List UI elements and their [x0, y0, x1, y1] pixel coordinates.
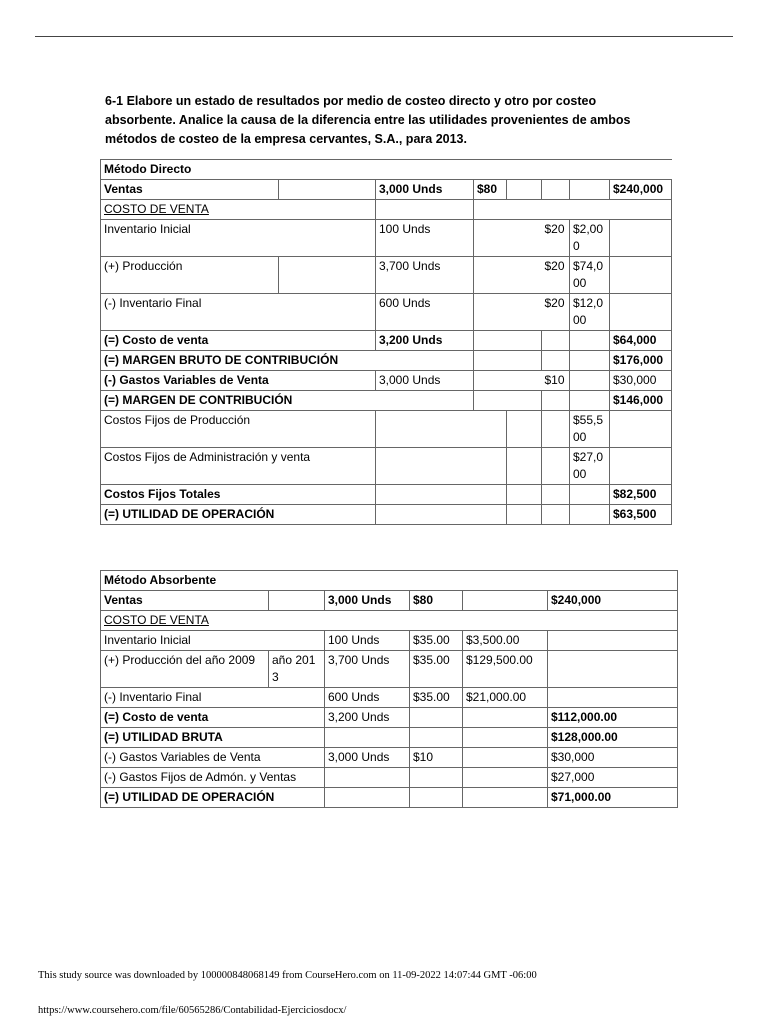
- inv-inicial-units: 100 Unds: [325, 631, 410, 651]
- fijos-prod-label: Costos Fijos de Producción: [101, 411, 376, 448]
- produccion-price: $20: [542, 257, 570, 294]
- produccion-label: (+) Producción del año 2009: [101, 651, 269, 688]
- inv-inicial-amount: $3,500.00: [463, 631, 548, 651]
- inv-inicial-price: $35.00: [410, 631, 463, 651]
- gastos-var-label: (-) Gastos Variables de Venta: [101, 371, 376, 391]
- inv-final-price: $20: [542, 294, 570, 331]
- gastos-var-total: $30,000: [610, 371, 672, 391]
- produccion-row: [101, 651, 678, 688]
- top-rule: [35, 36, 733, 37]
- utilidad-bruta-total: $128,000.00: [548, 728, 678, 748]
- inv-final-amount: $21,000.00: [463, 688, 548, 708]
- gastos-fijos-total: $27,000: [548, 768, 678, 788]
- inv-inicial-row: [101, 631, 678, 651]
- costo-header-row: [101, 200, 672, 220]
- ventas-units: 3,000 Unds: [325, 591, 410, 611]
- direct-method-table: [100, 159, 672, 525]
- table-title-row: [101, 160, 672, 180]
- inv-inicial-label: Inventario Inicial: [101, 220, 376, 257]
- ventas-row: [101, 591, 678, 611]
- produccion-amount: $74,000: [570, 257, 610, 294]
- absorption-method-table: [100, 570, 678, 808]
- inv-final-amount: $12,000: [570, 294, 610, 331]
- utilidad-total: $71,000.00: [548, 788, 678, 808]
- margen-contrib-row: [101, 391, 672, 411]
- direct-title: Método Directo: [101, 160, 672, 180]
- inv-final-row: [101, 294, 672, 331]
- gastos-var-units: 3,000 Unds: [325, 748, 410, 768]
- inv-final-label: (-) Inventario Final: [101, 294, 376, 331]
- fijos-admin-amount: $27,000: [570, 448, 610, 485]
- inv-final-price: $35.00: [410, 688, 463, 708]
- exercise-number: 6-1: [105, 94, 124, 108]
- utilidad-row: [101, 788, 678, 808]
- fijos-prod-row: [101, 411, 672, 448]
- fijos-admin-label: Costos Fijos de Administración y venta: [101, 448, 376, 485]
- ventas-total: $240,000: [548, 591, 678, 611]
- margen-contrib-label: (=) MARGEN DE CONTRIBUCIÓN: [101, 391, 474, 411]
- produccion-units: 3,700 Unds: [376, 257, 474, 294]
- costo-venta-units: 3,200 Unds: [376, 331, 474, 351]
- margen-bruto-row: [101, 351, 672, 371]
- ventas-label: Ventas: [101, 591, 269, 611]
- costo-venta-label: (=) Costo de venta: [101, 331, 376, 351]
- produccion-amount: $129,500.00: [463, 651, 548, 688]
- inv-inicial-row: [101, 220, 672, 257]
- fijos-totales-total: $82,500: [610, 485, 672, 505]
- table-title-row: [101, 571, 678, 591]
- utilidad-total: $63,500: [610, 505, 672, 525]
- source-url-link[interactable]: https://www.coursehero.com/file/60565286/Contabilidad-Ejerciciosdocx/: [38, 1005, 347, 1016]
- gastos-var-price: $10: [410, 748, 463, 768]
- ventas-price: $80: [410, 591, 463, 611]
- costo-venta-row: [101, 708, 678, 728]
- produccion-units: 3,700 Unds: [325, 651, 410, 688]
- margen-bruto-total: $176,000: [610, 351, 672, 371]
- inv-final-label: (-) Inventario Final: [101, 688, 325, 708]
- margen-bruto-label: (=) MARGEN BRUTO DE CONTRIBUCIÓN: [101, 351, 474, 371]
- produccion-row: [101, 257, 672, 294]
- exercise-text: Elabore un estado de resultados por medio de costeo directo y otro por costeo absorbente. Analice la causa de la diferencia entre las utilidades provenientes de ambos métodos de costeo de la empresa cervantes, S.A., para 2013.: [105, 94, 631, 146]
- utilidad-label: (=) UTILIDAD DE OPERACIÓN: [101, 788, 325, 808]
- utilidad-bruta-label: (=) UTILIDAD BRUTA: [101, 728, 325, 748]
- costo-header-row: [101, 611, 678, 631]
- costo-venta-row: [101, 331, 672, 351]
- utilidad-row: [101, 505, 672, 525]
- fijos-totales-row: [101, 485, 672, 505]
- produccion-label: (+) Producción: [101, 257, 279, 294]
- ventas-label: Ventas: [101, 180, 279, 200]
- inv-final-units: 600 Unds: [376, 294, 474, 331]
- inv-inicial-price: $20: [542, 220, 570, 257]
- fijos-totales-label: Costos Fijos Totales: [101, 485, 376, 505]
- inv-inicial-label: Inventario Inicial: [101, 631, 325, 651]
- gastos-fijos-row: [101, 768, 678, 788]
- exercise-heading: [105, 92, 670, 149]
- inv-inicial-amount: $2,000: [570, 220, 610, 257]
- costo-venta-total: $64,000: [610, 331, 672, 351]
- produccion-price: $35.00: [410, 651, 463, 688]
- costo-venta-total: $112,000.00: [548, 708, 678, 728]
- costo-venta-header: COSTO DE VENTA: [101, 611, 678, 631]
- gastos-var-price: $10: [542, 371, 570, 391]
- fijos-admin-row: [101, 448, 672, 485]
- costo-venta-units: 3,200 Unds: [325, 708, 410, 728]
- inv-inicial-units: 100 Unds: [376, 220, 474, 257]
- utilidad-label: (=) UTILIDAD DE OPERACIÓN: [101, 505, 376, 525]
- gastos-var-row: [101, 748, 678, 768]
- costo-venta-header: COSTO DE VENTA: [101, 200, 376, 220]
- gastos-var-units: 3,000 Unds: [376, 371, 474, 391]
- gastos-var-row: [101, 371, 672, 391]
- inv-final-row: [101, 688, 678, 708]
- gastos-var-total: $30,000: [548, 748, 678, 768]
- fijos-prod-amount: $55,500: [570, 411, 610, 448]
- gastos-fijos-label: (-) Gastos Fijos de Admón. y Ventas: [101, 768, 325, 788]
- download-notice: This study source was downloaded by 100000848068149 from CourseHero.com on 11-09-2022 14:07:44 GMT -06:00: [38, 970, 537, 981]
- absorption-title: Método Absorbente: [101, 571, 678, 591]
- utilidad-bruta-row: [101, 728, 678, 748]
- produccion-year: año 2013: [269, 651, 325, 688]
- gastos-var-label: (-) Gastos Variables de Venta: [101, 748, 325, 768]
- ventas-price: $80: [474, 180, 507, 200]
- ventas-total: $240,000: [610, 180, 672, 200]
- margen-contrib-total: $146,000: [610, 391, 672, 411]
- costo-venta-label: (=) Costo de venta: [101, 708, 325, 728]
- ventas-row: [101, 180, 672, 200]
- inv-final-units: 600 Unds: [325, 688, 410, 708]
- ventas-units: 3,000 Unds: [376, 180, 474, 200]
